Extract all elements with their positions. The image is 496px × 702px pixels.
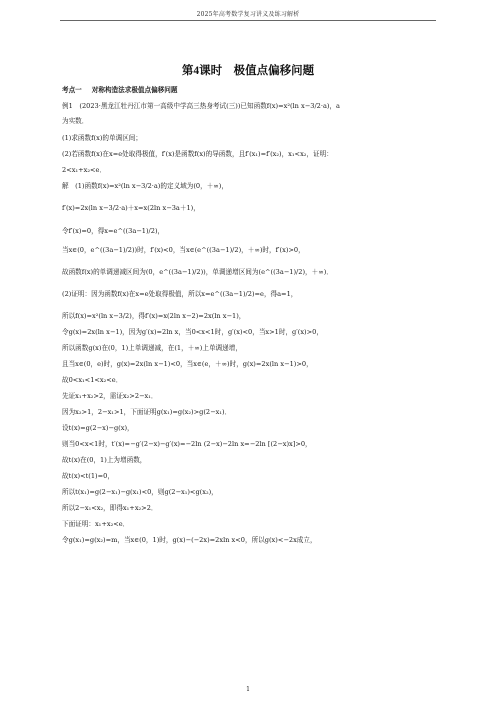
- page-number: 1: [246, 686, 250, 693]
- text-line: f′(x)=2x(ln x−3/2·a)＋x=x(2ln x−3a＋1)，: [62, 204, 200, 212]
- text-line: 下面证明：x₁+x₂<e．: [62, 520, 130, 528]
- section-title: 对称构造法求极值点偏移问题: [91, 86, 178, 94]
- text-line: 2<x₁+x₂<e．: [62, 166, 106, 174]
- text-line: 例1 (2023·黑龙江牡丹江市第一高级中学高三热身考试(三))已知函数f(x)=x²(ln x−3/2·a)，a: [62, 102, 340, 110]
- header-divider: [60, 20, 436, 21]
- text-line: 故t(x)在(0，1)上为增函数，: [62, 456, 147, 464]
- text-line: 设t(x)=g(2−x)−g(x)，: [62, 424, 134, 432]
- text-line: 为实数．: [62, 117, 89, 125]
- text-line: 故函数f(x)的单调递减区间为(0，e^((3a−1)/2))，单调递增区间为(e^((3a−1)/2)，＋∞)．: [62, 268, 333, 276]
- text-line: 所以t(x₁)=g(2−x₁)−g(x₁)<0，则g(2−x₁)<g(x₂)，: [62, 488, 218, 496]
- text-line: 令g(x)=2x(ln x−1)，因为g′(x)=2ln x，当0<x<1时，g′(x)<0，当x>1时，g′(x)>0，: [62, 328, 323, 336]
- text-line: 且当x∈(0，e)时，g(x)=2x(ln x−1)<0，当x∈(e，＋∞)时，g(x)=2x(ln x−1)>0，: [62, 360, 313, 368]
- text-line: 令g(x₁)=g(x₂)=m，当x∈(0，1)时，g(x)−(−2x)=2xln x<0，所以g(x)<−2x成立，: [62, 536, 317, 544]
- section-heading: [62, 84, 178, 94]
- text-line: 解 (1)函数f(x)=x²(ln x−3/2·a)的定义域为(0，＋∞)，: [62, 182, 228, 190]
- running-header: 2025年高考数学复习讲义及练习解析: [196, 11, 300, 18]
- text-line: 所以f(x)=x²(ln x−3/2)，得f′(x)=x(2ln x−2)=2x(ln x−1)，: [62, 312, 246, 320]
- text-line: 则当0<x<1时，t′(x)=−g′(2−x)−g′(x)=−2ln (2−x)−2ln x=−2ln [(2−x)x]>0，: [62, 440, 312, 448]
- text-line: (1)求函数f(x)的单调区间；: [62, 134, 142, 142]
- text-line: (2)若函数f(x)在x=e处取得极值，f′(x)是函数f(x)的导函数，且f′(x₁)=f′(x₂)，x₁<x₂，证明：: [62, 150, 333, 158]
- text-line: 故t(x)<t(1)=0，: [62, 472, 114, 480]
- text-line: 令f′(x)=0，得x=e^((3a−1)/2)，: [62, 227, 165, 235]
- section-label: 考点一: [62, 86, 82, 94]
- text-line: 所以2−x₁<x₂，即得x₁+x₂>2．: [62, 504, 158, 512]
- text-line: 故0<x₁<1<x₂<e．: [62, 376, 123, 384]
- text-line: 先证x₁+x₂>2，需证x₂>2−x₁．: [62, 392, 158, 400]
- text-line: 当x∈(0，e^((3a−1)/2))时，f′(x)<0，当x∈(e^((3a−1)/2)，＋∞)时，f′(x)>0，: [62, 246, 305, 254]
- text-line: (2)证明：因为函数f(x)在x=e处取得极值，所以x=e^((3a−1)/2)=e，得a=1，: [62, 290, 298, 298]
- text-line: 因为x₂>1，2−x₁>1，下面证明g(x₁)=g(x₂)>g(2−x₁)．: [62, 408, 232, 416]
- lesson-title: 第4课时 极值点偏移问题: [181, 65, 315, 77]
- text-line: 所以函数g(x)在(0，1)上单调递减，在(1，＋∞)上单调递增，: [62, 344, 242, 352]
